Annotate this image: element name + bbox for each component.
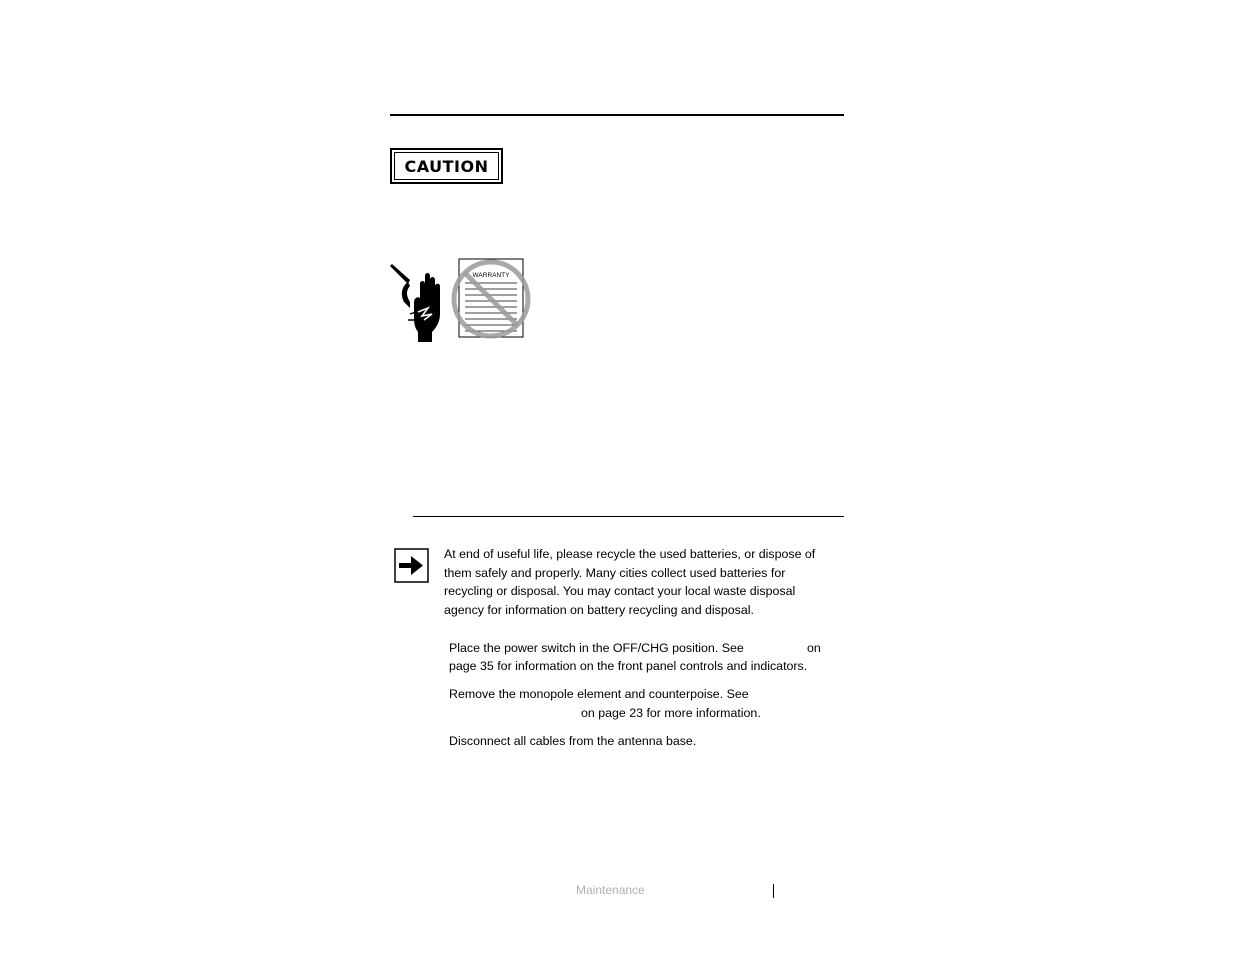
step-2-text: Remove the monopole element and counterpoise. See [449, 687, 749, 701]
step-3-text: Disconnect all cables from the antenna base. [449, 734, 697, 748]
section-rule [413, 516, 844, 517]
step-1-text: Place the power switch in the OFF/CHG position. See [449, 641, 744, 655]
electric-shock-hand-icon [388, 262, 450, 344]
arrow-right-icon [394, 548, 429, 583]
caution-badge-inner-border [394, 152, 499, 180]
step-2-text-continued: on page 23 for more information. [581, 706, 761, 720]
caution-label: CAUTION [404, 156, 489, 176]
top-rule [390, 114, 844, 116]
battery-recycling-note: At end of useful life, please recycle the used batteries, or dispose of them safely and properly. Many cities collect used batteries for recycling or disposal. You may contact your local waste disposal agency for information on battery recycling and disposal. [444, 547, 816, 618]
void-warranty-icon [449, 258, 533, 342]
step-1-text-on: on [807, 641, 821, 655]
footer-section-label: Maintenance [576, 883, 645, 897]
footer-divider [773, 884, 774, 898]
step-1-text-continued: page 35 for information on the front panel controls and indicators. [449, 659, 808, 673]
warranty-label: WARRANTY [472, 272, 510, 279]
caution-badge [390, 148, 503, 184]
